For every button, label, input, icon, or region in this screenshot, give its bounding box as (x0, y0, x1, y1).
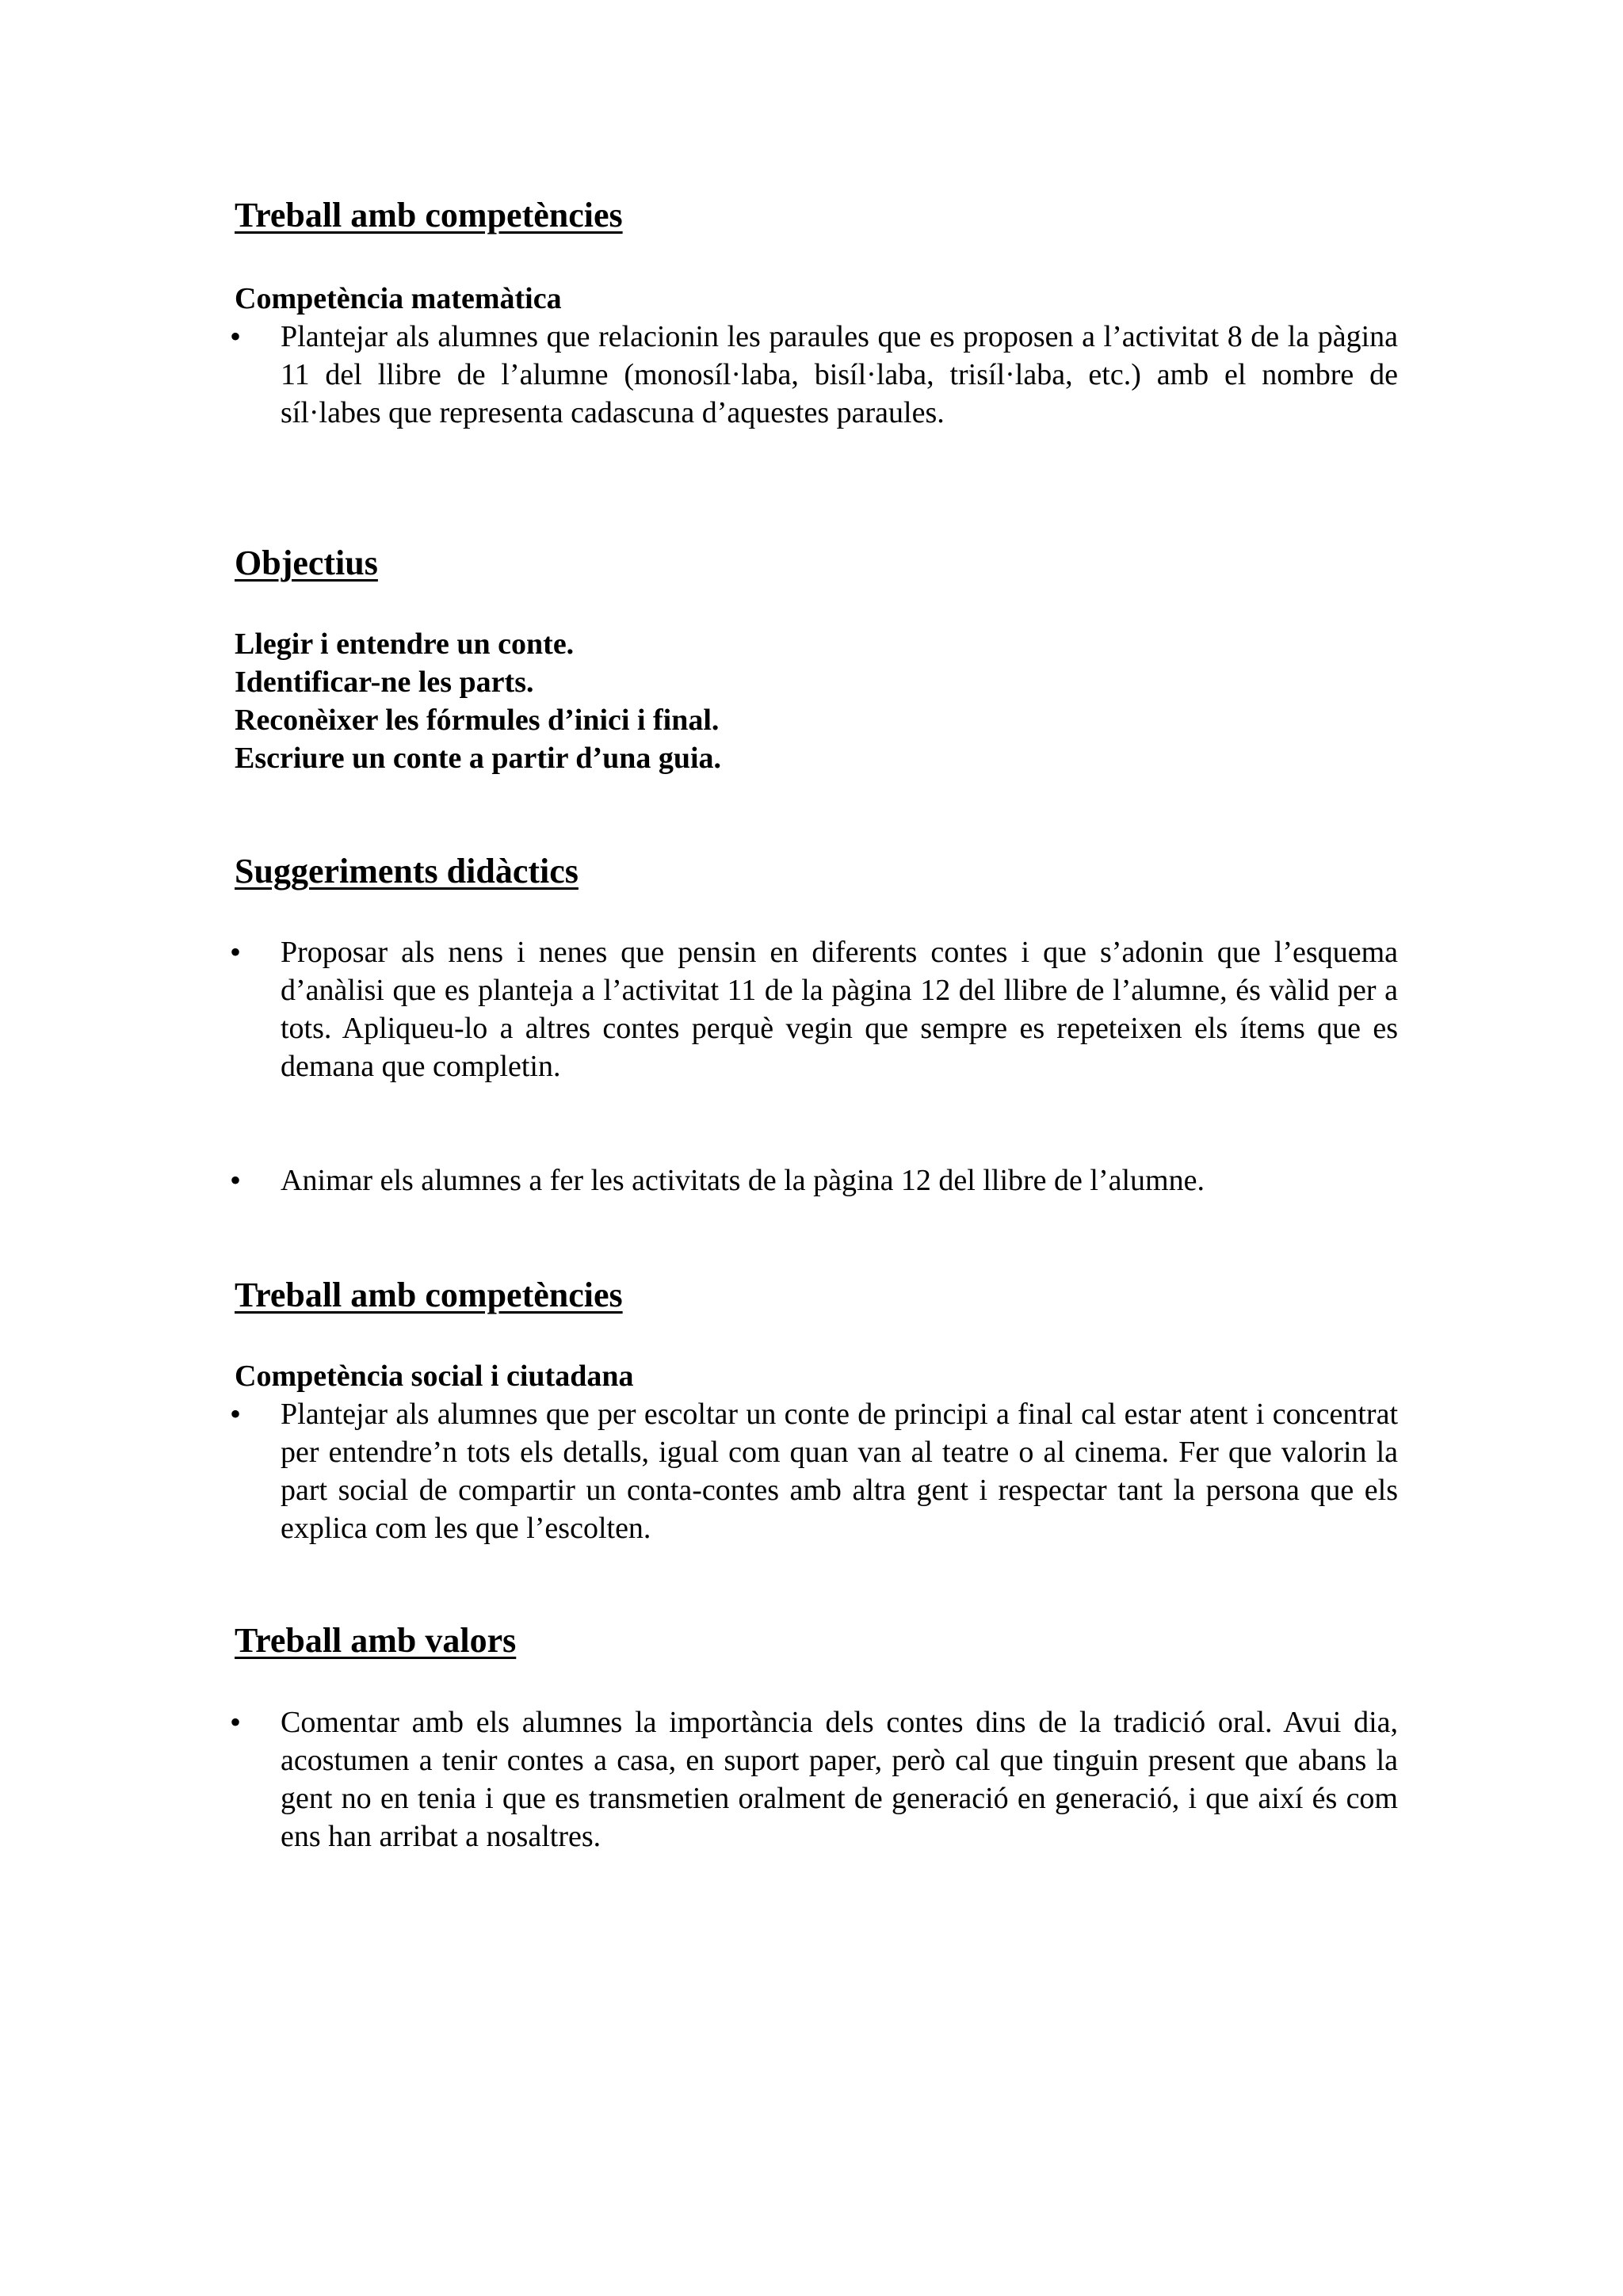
objective-item: Identificar-ne les parts. (235, 666, 534, 699)
bullet-icon: • (230, 318, 242, 354)
objective-item: Llegir i entendre un conte. (235, 627, 575, 661)
objectives-list (235, 625, 721, 777)
bullet-item-text: Proposar als nens i nenes que pensin en diferents contes i que s’adonin que l’esquema d’anàlisi que es planteja a l’activitat 11 de la pàgina 12 del llibre de l’alumne, és vàlid per a tots. Apliqueu-lo a altres contes perquè vegin que sempre es repeteixen els ítems que es demana que completin. (281, 936, 1398, 1083)
objective-item: Reconèixer les fórmules d’inici i final. (235, 704, 720, 737)
bullet-item-text: Animar els alumnes a fer les activitats de la pàgina 12 del llibre de l’alumne. (281, 1164, 1205, 1197)
bullet-item-text: Plantejar als alumnes que per escoltar un conte de principi a final cal estar atent i concentrat per entendre’n tots els detalls, igual com quan van al teatre o al cinema. Fer que valorin la part social de compartir un conta-contes amb altra gent i respectar tant la persona que els explica com les que l’escolten. (281, 1398, 1398, 1545)
bullet-icon: • (230, 1162, 242, 1198)
section-heading-competencies: Treball amb competències (235, 196, 623, 235)
bullet-item-text: Plantejar als alumnes que relacionin les paraules que es proposen a l’activitat 8 de la pàgina 11 del llibre de l’alumne (monosíl·laba, bisíl·laba, trisíl·laba, etc.) amb el nombre de síl·labes que representa cadascuna d’aquestes paraules. (281, 320, 1398, 429)
section-heading-suggestions: Suggeriments didàctics (235, 852, 579, 891)
objective-item: Escriure un conte a partir d’una guia. (235, 742, 722, 775)
subheading-social-competence: Competència social i ciutadana (235, 1360, 634, 1393)
section-heading-values: Treball amb valors (235, 1621, 517, 1660)
bullet-icon: • (230, 1704, 242, 1740)
section-heading-objectives: Objectius (235, 543, 378, 582)
bullet-icon: • (230, 1396, 242, 1432)
section-heading-competencies: Treball amb competències (235, 1276, 623, 1314)
subheading-math-competence: Competència matemàtica (235, 282, 562, 315)
bullet-item-text: Comentar amb els alumnes la importància dels contes dins de la tradició oral. Avui dia, acostumen a tenir contes a casa, en suport paper, però cal que tinguin present que abans la gent no en tenia i que es transmetien oralment de generació en generació, i que així és com ens han arribat a nosaltres. (281, 1706, 1398, 1853)
bullet-icon: • (230, 934, 242, 970)
